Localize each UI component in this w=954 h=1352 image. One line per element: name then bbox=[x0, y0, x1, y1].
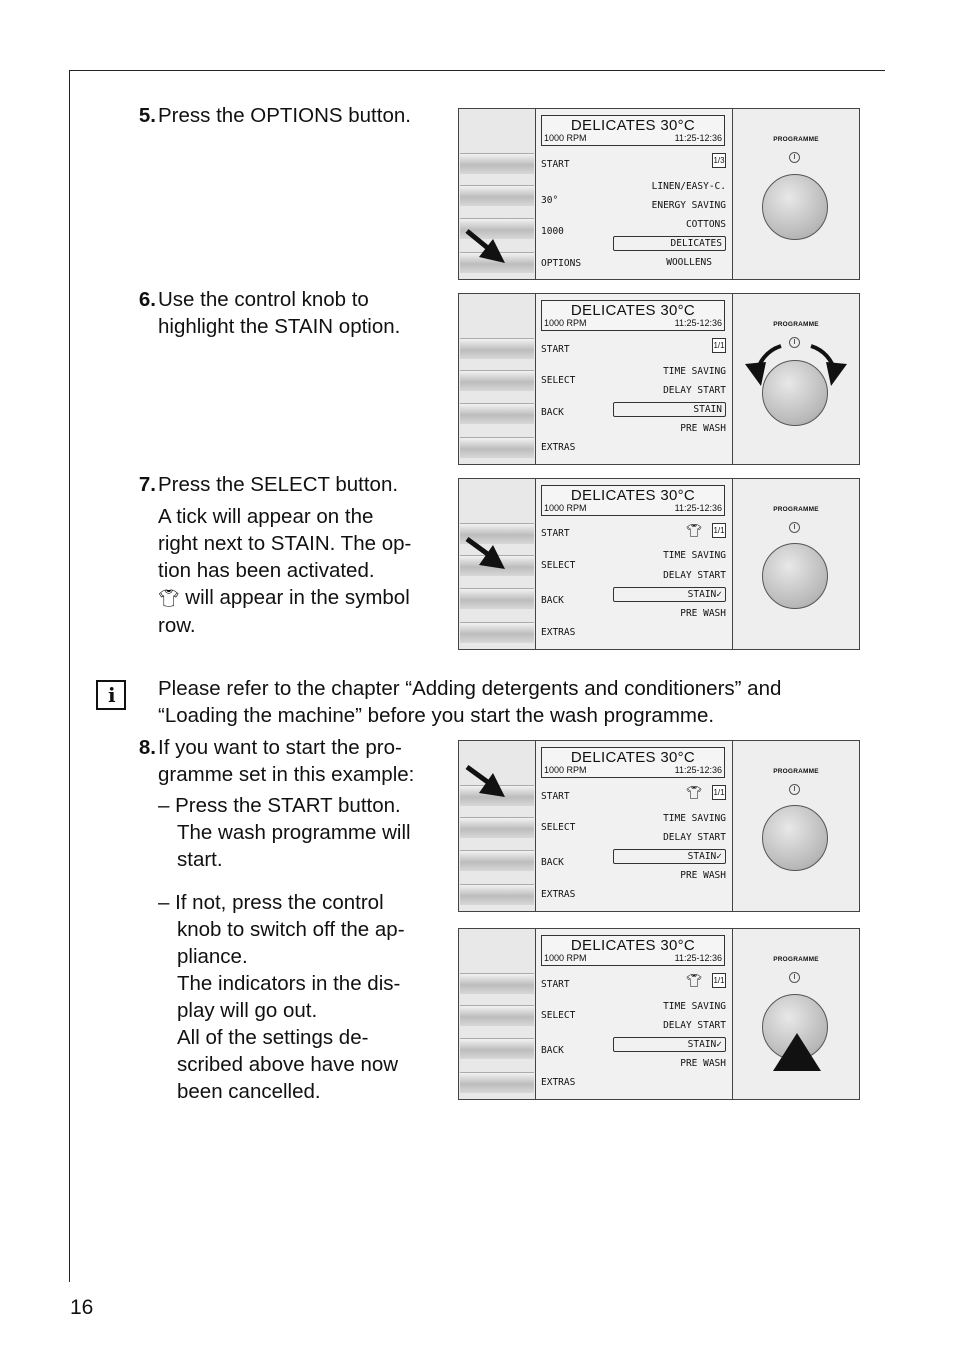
page-indicator: 1/1 bbox=[712, 973, 726, 988]
knob-area bbox=[733, 929, 859, 1099]
label-extras: EXTRAS bbox=[541, 627, 576, 638]
info-note bbox=[158, 675, 781, 729]
option-line: – If not, press the control bbox=[158, 891, 384, 914]
control-panel-select bbox=[458, 478, 860, 650]
step-description bbox=[158, 503, 411, 639]
label-select: SELECT bbox=[541, 822, 576, 833]
option-item: TIME SAVING bbox=[663, 550, 726, 561]
programme-label: PROGRAMME bbox=[773, 506, 819, 513]
info-line: Please refer to the chapter “Adding detergents and conditioners” and bbox=[158, 677, 782, 700]
programme-title: DELICATES 30°C bbox=[570, 749, 696, 766]
label-back: BACK bbox=[541, 857, 564, 868]
panel-button-2[interactable] bbox=[460, 185, 534, 206]
option-line: start. bbox=[177, 848, 223, 871]
label-extras: EXTRAS bbox=[541, 889, 576, 900]
display bbox=[536, 741, 734, 911]
option-item: PRE WASH bbox=[680, 608, 726, 619]
display bbox=[536, 109, 734, 279]
description-line: row. bbox=[158, 614, 196, 637]
option-line: play will go out. bbox=[177, 999, 318, 1022]
shirt-icon: 👕︎ bbox=[686, 973, 703, 988]
step-number: 5. bbox=[138, 104, 156, 127]
options-button[interactable] bbox=[460, 252, 534, 273]
page-indicator: 1/3 bbox=[712, 153, 726, 168]
select-button[interactable] bbox=[460, 817, 534, 838]
display-header bbox=[541, 300, 725, 331]
control-panel-switch-off bbox=[458, 928, 860, 1100]
select-button[interactable] bbox=[460, 555, 534, 576]
option-item-selected: STAIN✓ bbox=[613, 849, 726, 864]
step-8 bbox=[138, 734, 415, 1105]
description-line bbox=[158, 584, 411, 612]
select-button[interactable] bbox=[460, 1005, 534, 1026]
step-6 bbox=[138, 286, 401, 340]
page-number: 16 bbox=[70, 1296, 94, 1319]
button-column bbox=[459, 294, 536, 464]
rpm-readout: 1000 RPM bbox=[544, 765, 587, 775]
label-select: SELECT bbox=[541, 375, 576, 386]
label-start: START bbox=[541, 159, 570, 170]
power-icon bbox=[789, 337, 800, 348]
label-back: BACK bbox=[541, 595, 564, 606]
start-button[interactable] bbox=[460, 785, 534, 806]
label-back: BACK bbox=[541, 407, 564, 418]
option-item-highlighted: DELICATES bbox=[613, 236, 726, 251]
rpm-readout: 1000 RPM bbox=[544, 318, 587, 328]
step-number: 6. bbox=[138, 288, 156, 311]
option-item: DELAY START bbox=[663, 570, 726, 581]
power-icon bbox=[789, 784, 800, 795]
control-panel-options bbox=[458, 108, 860, 280]
option-item: DELAY START bbox=[663, 832, 726, 843]
page-indicator: 1/1 bbox=[712, 338, 726, 353]
option-line: The wash programme will bbox=[177, 821, 411, 844]
control-knob[interactable] bbox=[762, 543, 828, 609]
time-readout: 11:25-12:36 bbox=[674, 133, 722, 143]
option-item-highlighted: STAIN bbox=[613, 402, 726, 417]
display bbox=[536, 294, 734, 464]
step-text: Press the SELECT button. bbox=[158, 473, 399, 496]
back-button[interactable] bbox=[460, 588, 534, 609]
programme-label: PROGRAMME bbox=[773, 136, 819, 143]
option-item: PRE WASH bbox=[680, 870, 726, 881]
extras-button[interactable] bbox=[460, 1072, 534, 1093]
start-button[interactable] bbox=[460, 338, 534, 359]
knob-area bbox=[733, 741, 859, 911]
button-column bbox=[459, 741, 536, 911]
option-line: – Press the START button. bbox=[158, 794, 401, 817]
option-item: TIME SAVING bbox=[663, 366, 726, 377]
step-7 bbox=[138, 471, 412, 639]
programme-title: DELICATES 30°C bbox=[570, 937, 696, 954]
left-rule bbox=[69, 70, 70, 1282]
step-text: Use the control knob to bbox=[158, 288, 369, 311]
description-line: A tick will appear on the bbox=[158, 505, 374, 528]
time-readout: 11:25-12:36 bbox=[674, 765, 722, 775]
info-line: “Loading the machine” before you start the wash programme. bbox=[158, 704, 715, 727]
knob-area bbox=[733, 294, 859, 464]
option-item: WOOLLENS bbox=[666, 257, 712, 268]
shirt-icon: 👕︎ bbox=[686, 523, 703, 538]
label-extras: EXTRAS bbox=[541, 442, 576, 453]
shirt-icon: 👕︎ bbox=[686, 785, 703, 800]
step-text: gramme set in this example: bbox=[158, 763, 415, 786]
programme-title: DELICATES 30°C bbox=[570, 302, 696, 319]
label-temp: 30° bbox=[541, 195, 559, 206]
step-text: highlight the STAIN option. bbox=[158, 315, 401, 338]
option-item: LINEN/EASY-C. bbox=[651, 181, 726, 192]
description-text: will appear in the symbol bbox=[179, 586, 410, 609]
step-text: Press the OPTIONS button. bbox=[158, 104, 411, 127]
label-spin: 1000 bbox=[541, 226, 564, 237]
programme-label: PROGRAMME bbox=[773, 956, 819, 963]
programme-label: PROGRAMME bbox=[773, 321, 819, 328]
control-knob[interactable] bbox=[762, 805, 828, 871]
programme-label: PROGRAMME bbox=[773, 768, 819, 775]
programme-title: DELICATES 30°C bbox=[570, 487, 696, 504]
control-panel-highlight bbox=[458, 293, 860, 465]
start-button[interactable] bbox=[460, 973, 534, 994]
option-line: The indicators in the dis- bbox=[177, 972, 401, 995]
option-item-selected: STAIN✓ bbox=[613, 587, 726, 602]
step-5 bbox=[138, 102, 411, 129]
extras-button[interactable] bbox=[460, 884, 534, 905]
start-button[interactable] bbox=[460, 153, 534, 174]
label-select: SELECT bbox=[541, 1010, 576, 1021]
programme-title: DELICATES 30°C bbox=[570, 117, 696, 134]
control-knob[interactable] bbox=[762, 360, 828, 426]
info-icon: i bbox=[96, 680, 126, 710]
back-button[interactable] bbox=[460, 403, 534, 424]
label-options: OPTIONS bbox=[541, 258, 582, 269]
option-start bbox=[158, 792, 414, 873]
option-line: been cancelled. bbox=[177, 1080, 321, 1103]
back-button[interactable] bbox=[460, 1038, 534, 1059]
knob-area bbox=[733, 109, 859, 279]
power-icon bbox=[789, 152, 800, 163]
power-icon bbox=[789, 522, 800, 533]
option-item: PRE WASH bbox=[680, 423, 726, 434]
page-indicator: 1/1 bbox=[712, 523, 726, 538]
description-line: tion has been activated. bbox=[158, 559, 375, 582]
time-readout: 11:25-12:36 bbox=[674, 953, 722, 963]
option-line: knob to switch off the ap- bbox=[177, 918, 405, 941]
option-switch-off bbox=[158, 889, 414, 1105]
extras-button[interactable] bbox=[460, 622, 534, 643]
rpm-readout: 1000 RPM bbox=[544, 503, 587, 513]
back-button[interactable] bbox=[460, 850, 534, 871]
step-number: 7. bbox=[138, 473, 156, 496]
knob-area bbox=[733, 479, 859, 649]
control-knob[interactable] bbox=[762, 174, 828, 240]
label-select: SELECT bbox=[541, 560, 576, 571]
label-start: START bbox=[541, 791, 570, 802]
option-item: ENERGY SAVING bbox=[651, 200, 726, 211]
label-back: BACK bbox=[541, 1045, 564, 1056]
option-item: PRE WASH bbox=[680, 1058, 726, 1069]
option-line: pliance. bbox=[177, 945, 248, 968]
shirt-icon: 👕︎ bbox=[158, 589, 180, 608]
step-text: If you want to start the pro- bbox=[158, 736, 402, 759]
step-number: 8. bbox=[138, 736, 156, 759]
option-line: All of the settings de- bbox=[177, 1026, 369, 1049]
button-column bbox=[459, 109, 536, 279]
button-column bbox=[459, 929, 536, 1099]
time-readout: 11:25-12:36 bbox=[674, 503, 722, 513]
label-start: START bbox=[541, 344, 570, 355]
top-rule bbox=[69, 70, 885, 71]
option-line: scribed above have now bbox=[177, 1053, 399, 1076]
power-icon bbox=[789, 972, 800, 983]
time-readout: 11:25-12:36 bbox=[674, 318, 722, 328]
select-button[interactable] bbox=[460, 370, 534, 391]
display bbox=[536, 929, 734, 1099]
option-item: TIME SAVING bbox=[663, 1001, 726, 1012]
extras-button[interactable] bbox=[460, 437, 534, 458]
display-header bbox=[541, 115, 725, 146]
rpm-readout: 1000 RPM bbox=[544, 133, 587, 143]
display-header bbox=[541, 485, 725, 516]
display-header bbox=[541, 747, 725, 778]
page-indicator: 1/1 bbox=[712, 785, 726, 800]
label-start: START bbox=[541, 979, 570, 990]
panel-button-3[interactable] bbox=[460, 218, 534, 239]
description-line: right next to STAIN. The op- bbox=[158, 532, 412, 555]
option-item: COTTONS bbox=[685, 219, 726, 230]
rpm-readout: 1000 RPM bbox=[544, 953, 587, 963]
display bbox=[536, 479, 734, 649]
option-item-selected: STAIN✓ bbox=[613, 1037, 726, 1052]
button-column bbox=[459, 479, 536, 649]
option-item: DELAY START bbox=[663, 385, 726, 396]
option-item: TIME SAVING bbox=[663, 813, 726, 824]
display-header bbox=[541, 935, 725, 966]
start-button[interactable] bbox=[460, 523, 534, 544]
label-extras: EXTRAS bbox=[541, 1077, 576, 1088]
control-knob[interactable] bbox=[762, 994, 828, 1060]
label-start: START bbox=[541, 528, 570, 539]
option-item: DELAY START bbox=[663, 1020, 726, 1031]
control-panel-start bbox=[458, 740, 860, 912]
